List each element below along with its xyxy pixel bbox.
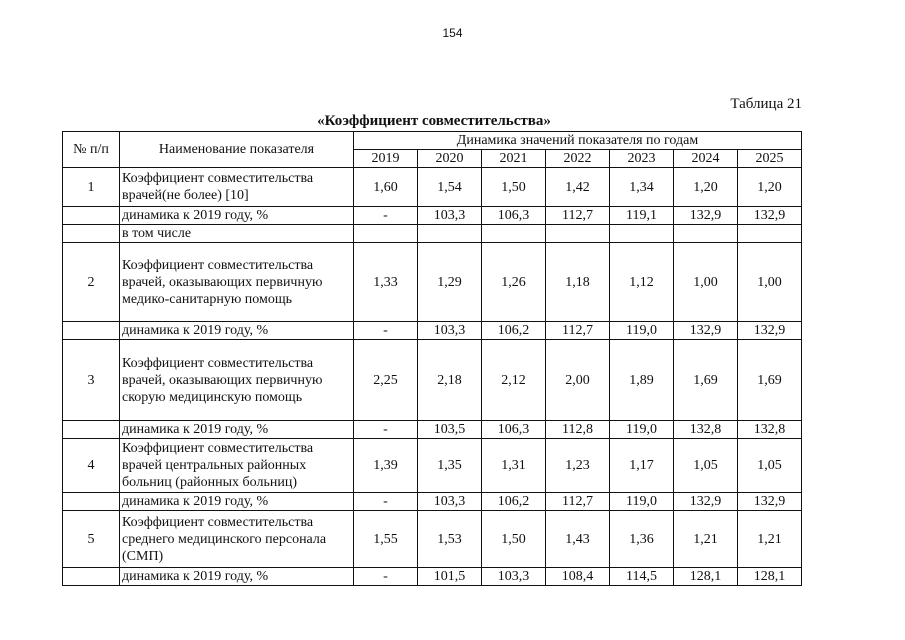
value-cell: 103,5	[418, 421, 482, 439]
value-cell: 1,53	[418, 511, 482, 568]
value-cell: 103,3	[418, 322, 482, 340]
row-number: 4	[63, 439, 120, 493]
value-cell: 1,26	[482, 243, 546, 322]
year-2023: 2023	[610, 150, 674, 168]
indicator-name: Коэффициент совместительства врачей, оказывающих первичную скорую медицинскую помощь	[120, 340, 354, 421]
value-cell: 106,2	[482, 493, 546, 511]
value-cell: 1,05	[738, 439, 802, 493]
year-2020: 2020	[418, 150, 482, 168]
table-label: Таблица 21	[730, 96, 802, 112]
value-cell: 112,7	[546, 207, 610, 225]
value-cell: -	[354, 322, 418, 340]
value-cell: 1,69	[738, 340, 802, 421]
indicator-name: в том числе	[120, 225, 354, 243]
value-cell	[418, 225, 482, 243]
value-cell	[610, 225, 674, 243]
value-cell: 132,9	[738, 207, 802, 225]
table-row	[63, 439, 802, 493]
value-cell: 119,0	[610, 493, 674, 511]
header-num: № п/п	[63, 132, 120, 168]
page-number: 154	[442, 26, 463, 40]
table-row	[63, 243, 802, 322]
value-cell: -	[354, 493, 418, 511]
value-cell	[354, 225, 418, 243]
year-2025: 2025	[738, 150, 802, 168]
value-cell: 1,29	[418, 243, 482, 322]
table-row	[63, 421, 802, 439]
value-cell	[546, 225, 610, 243]
value-cell: 1,31	[482, 439, 546, 493]
value-cell: 1,00	[674, 243, 738, 322]
table-row	[63, 322, 802, 340]
value-cell: 1,20	[674, 168, 738, 207]
value-cell: 114,5	[610, 568, 674, 586]
table-row	[63, 568, 802, 586]
value-cell: 1,12	[610, 243, 674, 322]
value-cell: 1,60	[354, 168, 418, 207]
row-number	[63, 568, 120, 586]
value-cell: 132,9	[738, 322, 802, 340]
header-name: Наименование показателя	[120, 132, 354, 168]
value-cell: 106,3	[482, 421, 546, 439]
row-number: 5	[63, 511, 120, 568]
year-2022: 2022	[546, 150, 610, 168]
value-cell: 1,20	[738, 168, 802, 207]
indicator-name: динамика к 2019 году, %	[120, 421, 354, 439]
indicator-name: динамика к 2019 году, %	[120, 493, 354, 511]
value-cell	[738, 225, 802, 243]
value-cell: 106,2	[482, 322, 546, 340]
value-cell: 1,55	[354, 511, 418, 568]
value-cell: 132,9	[674, 322, 738, 340]
value-cell: 1,21	[674, 511, 738, 568]
value-cell: -	[354, 207, 418, 225]
value-cell	[674, 225, 738, 243]
year-2024: 2024	[674, 150, 738, 168]
value-cell: 1,33	[354, 243, 418, 322]
value-cell: 106,3	[482, 207, 546, 225]
value-cell: 119,0	[610, 421, 674, 439]
row-number	[63, 225, 120, 243]
row-number	[63, 322, 120, 340]
value-cell: 112,7	[546, 493, 610, 511]
table-row	[63, 493, 802, 511]
value-cell: 119,0	[610, 322, 674, 340]
value-cell: -	[354, 568, 418, 586]
value-cell: 1,34	[610, 168, 674, 207]
value-cell: 132,8	[674, 421, 738, 439]
value-cell: 2,12	[482, 340, 546, 421]
indicator-name: динамика к 2019 году, %	[120, 568, 354, 586]
value-cell: 2,18	[418, 340, 482, 421]
indicator-name: динамика к 2019 году, %	[120, 322, 354, 340]
table-row	[63, 340, 802, 421]
value-cell: 103,3	[482, 568, 546, 586]
value-cell: 119,1	[610, 207, 674, 225]
value-cell: 132,9	[674, 493, 738, 511]
value-cell: 1,17	[610, 439, 674, 493]
row-number	[63, 207, 120, 225]
row-number	[63, 421, 120, 439]
value-cell: 1,50	[482, 168, 546, 207]
table-row	[63, 511, 802, 568]
table-row	[63, 168, 802, 207]
row-number: 1	[63, 168, 120, 207]
row-number: 2	[63, 243, 120, 322]
data-table	[62, 131, 802, 586]
header-row	[63, 132, 802, 150]
value-cell: 1,54	[418, 168, 482, 207]
value-cell: 1,36	[610, 511, 674, 568]
year-2021: 2021	[482, 150, 546, 168]
value-cell: 103,3	[418, 493, 482, 511]
value-cell: 2,00	[546, 340, 610, 421]
value-cell: 1,21	[738, 511, 802, 568]
value-cell: 103,3	[418, 207, 482, 225]
indicator-name: динамика к 2019 году, %	[120, 207, 354, 225]
value-cell: 1,39	[354, 439, 418, 493]
value-cell: 132,8	[738, 421, 802, 439]
value-cell: 128,1	[738, 568, 802, 586]
indicator-name: Коэффициент совместительства среднего медицинского персонала (СМП)	[120, 511, 354, 568]
table-row	[63, 225, 802, 243]
value-cell: 1,00	[738, 243, 802, 322]
value-cell: 1,89	[610, 340, 674, 421]
row-number: 3	[63, 340, 120, 421]
value-cell: 112,7	[546, 322, 610, 340]
value-cell: 1,42	[546, 168, 610, 207]
value-cell: 1,69	[674, 340, 738, 421]
value-cell: 1,50	[482, 511, 546, 568]
indicator-name: Коэффициент совместительства врачей центральных районных больниц (районных больниц)	[120, 439, 354, 493]
value-cell: 132,9	[674, 207, 738, 225]
value-cell: 1,05	[674, 439, 738, 493]
indicator-name: Коэффициент совместительства врачей(не более) [10]	[120, 168, 354, 207]
value-cell: 2,25	[354, 340, 418, 421]
header-dynamics: Динамика значений показателя по годам	[354, 132, 802, 150]
table-row	[63, 207, 802, 225]
value-cell: 132,9	[738, 493, 802, 511]
row-number	[63, 493, 120, 511]
value-cell: 1,18	[546, 243, 610, 322]
value-cell: 108,4	[546, 568, 610, 586]
value-cell: 1,35	[418, 439, 482, 493]
value-cell: 1,23	[546, 439, 610, 493]
value-cell: 101,5	[418, 568, 482, 586]
year-2019: 2019	[354, 150, 418, 168]
value-cell: 1,43	[546, 511, 610, 568]
value-cell: -	[354, 421, 418, 439]
value-cell: 112,8	[546, 421, 610, 439]
table-title: «Коэффициент совместительства»	[317, 113, 551, 129]
indicator-name: Коэффициент совместительства врачей, оказывающих первичную медико-санитарную помощь	[120, 243, 354, 322]
value-cell	[482, 225, 546, 243]
value-cell: 128,1	[674, 568, 738, 586]
